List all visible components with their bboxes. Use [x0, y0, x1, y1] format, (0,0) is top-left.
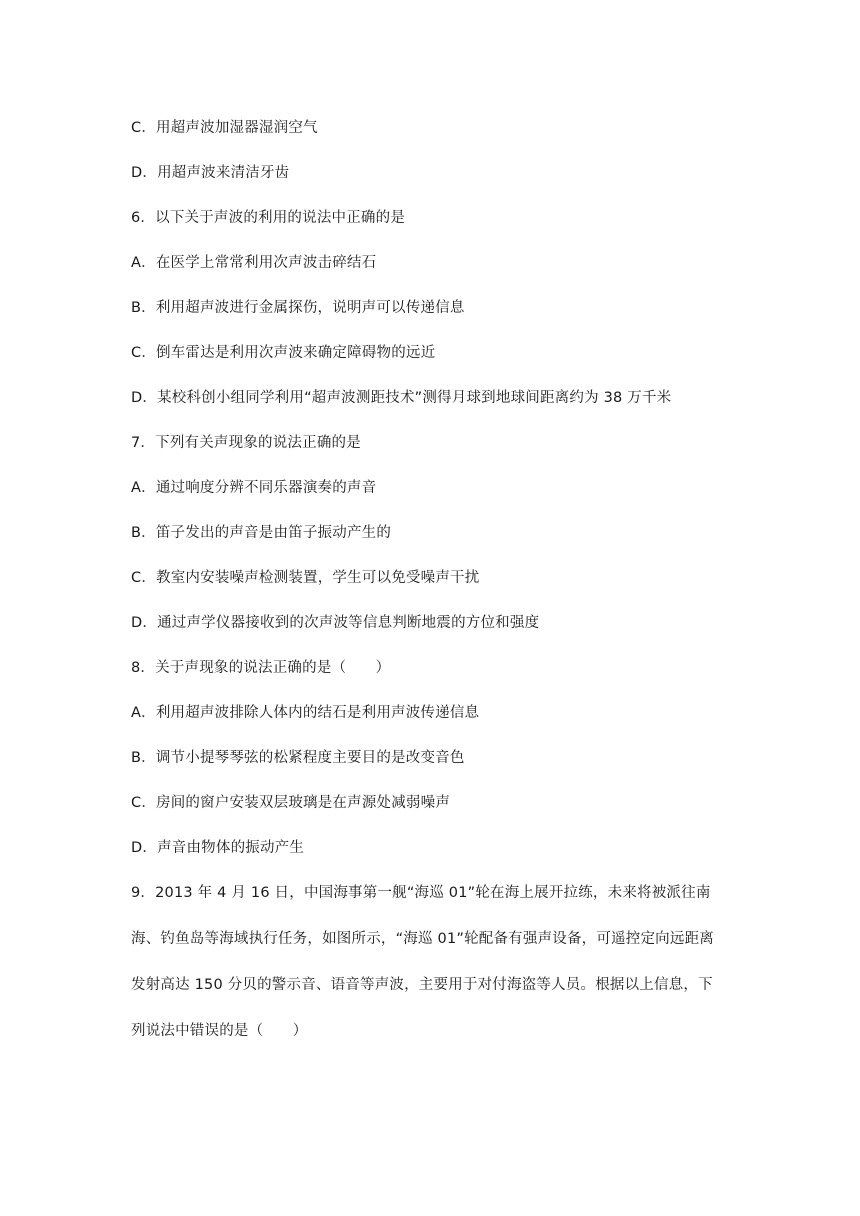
option-d-q8: D．声音由物体的振动产生: [131, 840, 305, 856]
question-9-line-2: 海、钓鱼岛等海域执行任务，如图所示，“海巡 01”轮配备有强声设备，可遥控定向远距离: [131, 931, 714, 947]
question-9-line-1: 9．2013 年 4 月 16 日，中国海事第一舰“海巡 01”轮在海上展开拉练，未来将被派往南: [131, 885, 711, 901]
option-d-q5: D．用超声波来清洁牙齿: [131, 165, 290, 181]
question-8-stem: 8．关于声现象的说法正确的是（ ）: [131, 660, 391, 676]
option-d-q7: D．通过声学仪器接收到的次声波等信息判断地震的方位和强度: [131, 615, 540, 631]
option-c-q6: C．倒车雷达是利用次声波来确定障碍物的远近: [131, 345, 436, 361]
option-b-q6: B．利用超声波进行金属探伤，说明声可以传递信息: [131, 300, 465, 316]
question-6-stem: 6．以下关于声波的利用的说法中正确的是: [131, 210, 406, 226]
option-d-q6: D．某校科创小组同学利用“超声波测距技术”测得月球到地球间距离约为 38 万千米: [131, 390, 672, 406]
option-c-q8: C．房间的窗户安装双层玻璃是在声源处减弱噪声: [131, 795, 451, 811]
option-b-q8: B．调节小提琴琴弦的松紧程度主要目的是改变音色: [131, 750, 465, 766]
option-b-q7: B．笛子发出的声音是由笛子振动产生的: [131, 525, 392, 541]
question-7-stem: 7．下列有关声现象的说法正确的是: [131, 435, 361, 451]
question-9-line-4: 列说法中错误的是（ ）: [131, 1023, 308, 1039]
option-a-q7: A．通过响度分辨不同乐器演奏的声音: [131, 480, 377, 496]
question-9-line-3: 发射高达 150 分贝的警示音、语音等声波，主要用于对付海盗等人员。根据以上信息，下: [131, 977, 713, 993]
option-c-q5: C．用超声波加湿器湿润空气: [131, 120, 318, 136]
option-a-q6: A．在医学上常常利用次声波击碎结石: [131, 255, 377, 271]
option-a-q8: A．利用超声波排除人体内的结石是利用声波传递信息: [131, 705, 480, 721]
option-c-q7: C．教室内安装噪声检测装置，学生可以免受噪声干扰: [131, 570, 480, 586]
